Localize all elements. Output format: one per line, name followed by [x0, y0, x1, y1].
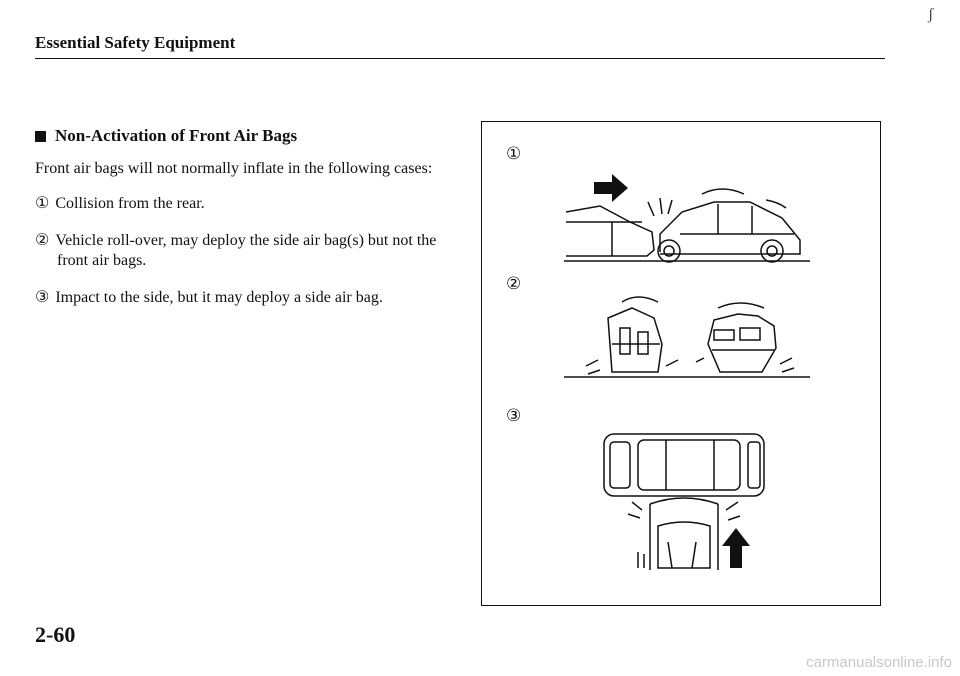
- list-item: [35, 194, 205, 214]
- arrow-up-icon: [722, 528, 750, 568]
- list-item: [35, 288, 383, 308]
- figure-label-3: ③: [506, 406, 522, 425]
- list-item: [35, 231, 436, 271]
- header-title: Essential Safety Equipment: [35, 33, 236, 52]
- item-text: Impact to the side, but it may deploy a side air bag.: [55, 289, 383, 306]
- header-rule: [35, 58, 885, 59]
- corner-mark: ʃ: [928, 6, 934, 23]
- illustrations-svg: [482, 122, 880, 605]
- item-number: ①: [35, 195, 50, 212]
- item-text-continued: front air bags.: [57, 252, 147, 269]
- watermark: carmanualsonline.info: [806, 654, 952, 671]
- figure-label-2: ②: [506, 274, 522, 293]
- item-text: Collision from the rear.: [55, 195, 205, 212]
- rear-collision-illustration: [564, 189, 810, 262]
- page-number: 2-60: [35, 622, 76, 647]
- item-number: ③: [35, 289, 50, 306]
- bullet-square-icon: [35, 131, 46, 142]
- illustration-panel: [481, 121, 881, 606]
- section-heading: [35, 126, 297, 146]
- item-text: Vehicle roll-over, may deploy the side air bag(s) but not the: [55, 232, 437, 249]
- figure-label-1: ①: [506, 144, 522, 163]
- section-heading-text: Non-Activation of Front Air Bags: [55, 126, 298, 145]
- rollover-illustration: [564, 297, 810, 377]
- intro-paragraph: Front air bags will not normally inflate in the following cases:: [35, 160, 433, 177]
- item-number: ②: [35, 232, 50, 249]
- arrow-right-icon: [594, 174, 628, 202]
